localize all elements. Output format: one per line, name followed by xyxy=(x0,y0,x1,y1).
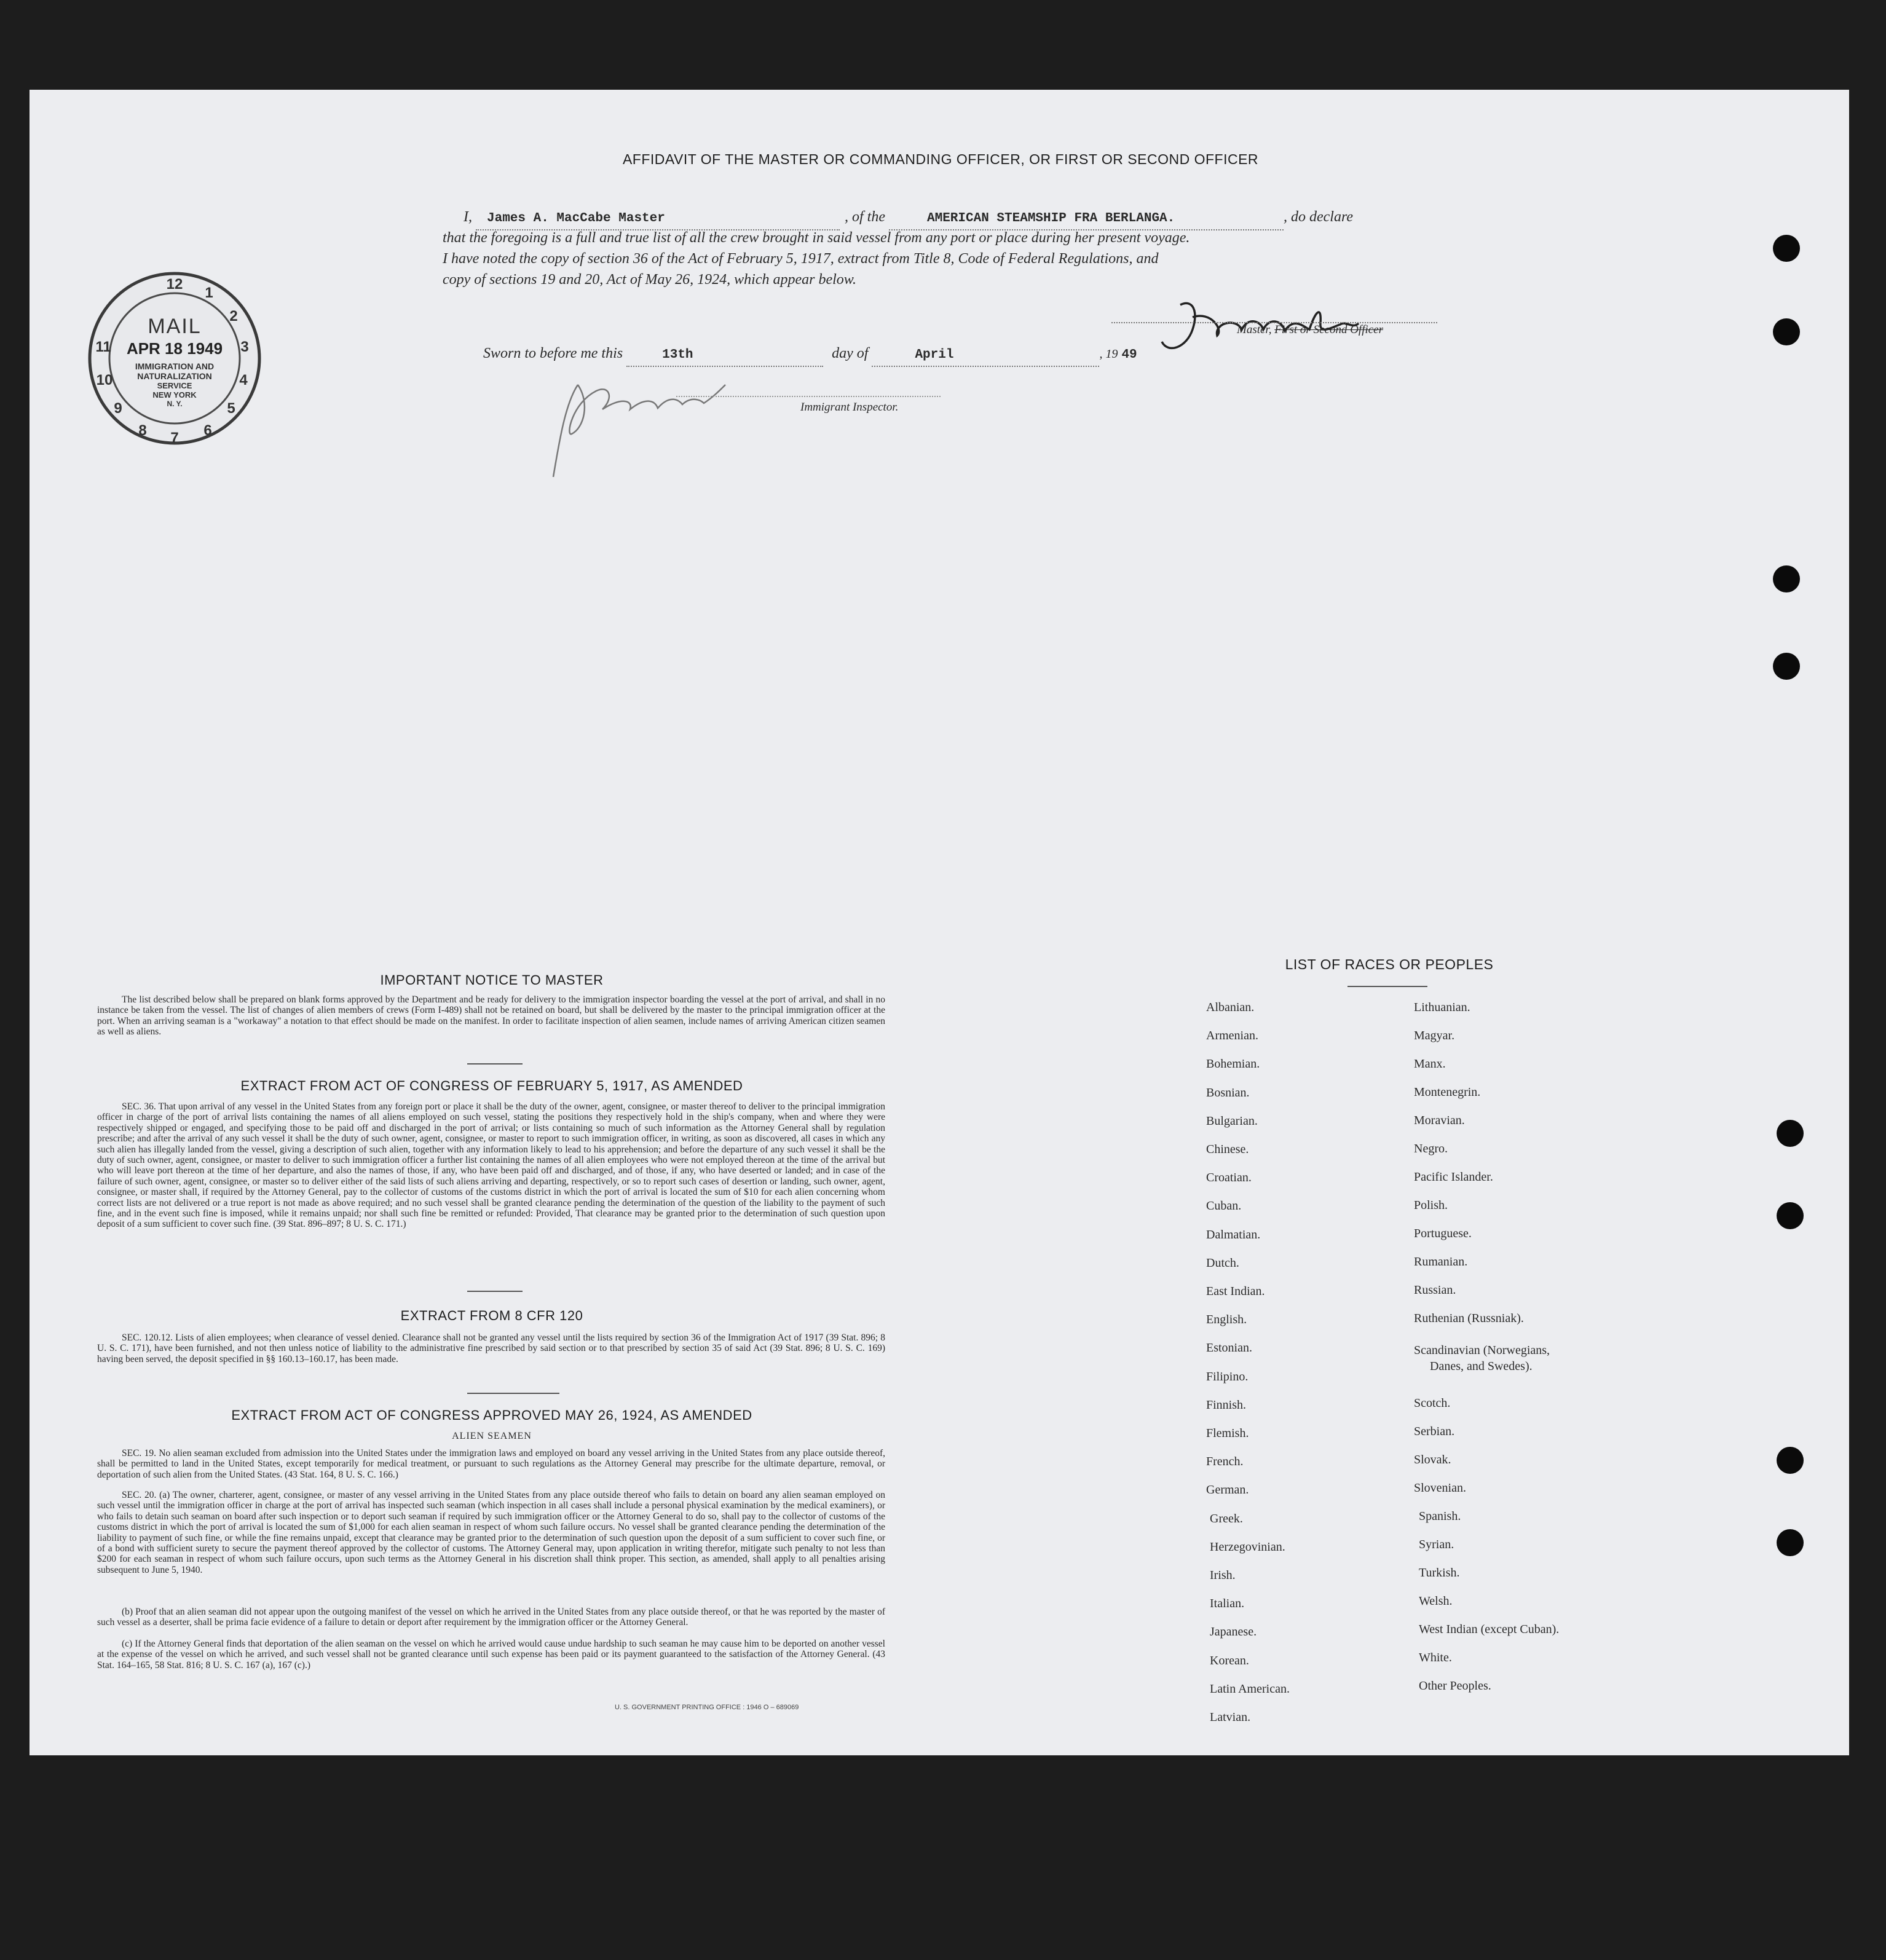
race-item: English. xyxy=(1206,1313,1247,1327)
stamp-line-3: SERVICE xyxy=(157,381,192,390)
race-item: Other Peoples. xyxy=(1419,1679,1491,1693)
race-item: Montenegrin. xyxy=(1414,1085,1481,1099)
stamp-line-1: IMMIGRATION AND xyxy=(135,361,215,371)
race-item: German. xyxy=(1206,1483,1249,1497)
sworn-line xyxy=(483,343,1221,367)
affidavit-line-4: copy of sections 19 and 20, Act of May 26, 1924, which appear below. xyxy=(443,272,857,288)
race-item: Chinese. xyxy=(1206,1143,1249,1156)
race-item: Armenian. xyxy=(1206,1029,1258,1043)
day-field: 13th xyxy=(626,344,823,367)
divider xyxy=(467,1063,523,1065)
immigrant-inspector-label: Immigrant Inspector. xyxy=(800,401,899,414)
svg-text:4: 4 xyxy=(239,372,248,388)
sec-20c-body: (c) If the Attorney General finds that deportation of the alien seaman on the vessel on which he arrived would cause undue hardship to such seaman he may cause him to be deported on another vessel at the expense of the vessel on which he arrived, and such vessel shall not be granted clearance until such expense has been paid or its payment guaranteed to the satisfaction of the Attorney General. (43 Stat. 164–165, 58 Stat. 816; 8 U. S. C. 167 (a), 167 (c).) xyxy=(97,1639,885,1671)
year-field: 49 xyxy=(1121,348,1137,362)
punch-hole xyxy=(1773,653,1800,680)
race-item: Rumanian. xyxy=(1414,1255,1468,1269)
race-item: East Indian. xyxy=(1206,1285,1265,1298)
svg-text:12: 12 xyxy=(166,276,183,293)
race-item: Bosnian. xyxy=(1206,1085,1250,1100)
race-item: Latin American. xyxy=(1210,1682,1290,1696)
race-item: Cuban. xyxy=(1206,1199,1242,1213)
stamp-date: APR 18 1949 xyxy=(126,339,223,358)
race-item: Polish. xyxy=(1414,1198,1448,1212)
stamp-ring xyxy=(86,270,263,446)
svg-text:3: 3 xyxy=(240,339,249,355)
divider xyxy=(1347,986,1427,987)
inspector-signature xyxy=(541,366,744,483)
extract-8cfr-heading: EXTRACT FROM 8 CFR 120 xyxy=(400,1308,583,1323)
master-name-field: James A. MacCabe Master xyxy=(476,208,840,230)
extract-1917-heading: EXTRACT FROM ACT OF CONGRESS OF FEBRUARY 5, 1917, AS AMENDED xyxy=(240,1078,743,1093)
master-officer-label xyxy=(1237,323,1383,337)
punch-hole xyxy=(1777,1202,1804,1229)
race-item: Latvian. xyxy=(1210,1710,1251,1724)
race-item: Dutch. xyxy=(1206,1256,1239,1270)
race-item: Portuguese. xyxy=(1414,1227,1472,1240)
race-item: Dalmatian. xyxy=(1206,1227,1261,1242)
svg-text:6: 6 xyxy=(203,422,212,439)
of-the-label: , of the xyxy=(845,209,885,225)
notice-body: The list described below shall be prepared on blank forms approved by the Department and be ready for delivery to the immigration inspector boarding the vessel at the port of arrival, and shall in no instance be taken from the vessel. The list of changes of alien members of crews (Form I-489) shall not be retained on board, but shall be delivered by the master to the principal immigration officer at the port. When an arriving seaman is a "workaway" a notation to that effect should be made on the manifest. In order to facilitate inspection of alien seamen, include names of arriving American citizen seamen as well as aliens. xyxy=(97,994,885,1037)
svg-text:7: 7 xyxy=(170,430,179,446)
race-item: Korean. xyxy=(1210,1653,1249,1667)
race-item: Greek. xyxy=(1210,1511,1243,1525)
extract-1924-heading: EXTRACT FROM ACT OF CONGRESS APPROVED MAY 26, 1924, AS AMENDED xyxy=(231,1407,752,1423)
printer-imprint: U. S. GOVERNMENT PRINTING OFFICE : 1946 O – 689069 xyxy=(615,1704,799,1711)
do-declare-label: , do declare xyxy=(1284,209,1354,225)
race-item: Russian. xyxy=(1414,1283,1456,1297)
svg-text:8: 8 xyxy=(138,422,147,439)
sec-20a-body: SEC. 20. (a) The owner, charterer, agent, consignee, or master of any vessel arriving in the United States from any place outside thereof who fails to detain on board any alien seaman employed on such vessel until the immigration officer in charge at the port of arrival has inspected such seaman (which inspection in all cases shall include a personal physical examination by the medical examiners), or who fails to detain such seaman on board after such inspection or to deport such seaman if required by such immigration officer or the Attorney General to do so, shall pay to the collector of customs of the customs district in which the port of arrival is located the sum of $1,000 for each alien seaman in respect of whom such failure occurs. No vessel shall be granted clearance pending the determination of the liability to payment of such fine, or while the fine remains unpaid, except that clearance may be granted prior to the determination of such question upon the deposit of a sum sufficient to cover such fine, or of a bond with sufficient surety to secure the payment thereof approved by the collector of customs. The Attorney General may, upon application in writing therefor, mitigate such penalty to not less than $200 for each seaman in respect of whom such failure occurs, upon such terms as the Attorney General in his discretion shall think proper. This section, as amended, shall apply to all penalties arising subsequent to June 5, 1940. xyxy=(97,1490,885,1575)
extract-8cfr-body: SEC. 120.12. Lists of alien employees; when clearance of vessel denied. Clearance shall not be granted any vessel until the lists required by section 36 of the Immigration Act of 1917 (39 Stat. 896; 8 U. S. C. 171), have been furnished, and not then unless notice of liability to the administrative fine prescribed by said section or to that prescribed by section 35 of said Act (39 Stat. 896; 8 U. S. C. 169) having been served, the deposit specified in §§ 160.13–160.17, has been made. xyxy=(97,1332,885,1364)
stamp-line-2: NATURALIZATION xyxy=(137,371,212,381)
svg-text:9: 9 xyxy=(114,400,122,417)
master-label: Master, xyxy=(1237,323,1272,336)
notice-heading: IMPORTANT NOTICE TO MASTER xyxy=(380,972,604,988)
affidavit-i: I, xyxy=(464,209,472,225)
race-item: Croatian. xyxy=(1206,1171,1252,1185)
race-item: Slovenian. xyxy=(1414,1481,1466,1495)
divider xyxy=(467,1393,559,1394)
alien-seamen-subheading: ALIEN SEAMEN xyxy=(452,1431,532,1441)
race-item: West Indian (except Cuban). xyxy=(1419,1623,1560,1636)
race-item: Finnish. xyxy=(1206,1398,1247,1412)
race-item: White. xyxy=(1419,1651,1452,1664)
stamp-mail: MAIL xyxy=(148,315,202,338)
race-item: Pacific Islander. xyxy=(1414,1170,1493,1184)
race-item: Syrian. xyxy=(1419,1538,1454,1551)
race-item: Ruthenian (Russniak). xyxy=(1414,1312,1524,1325)
race-item: Bulgarian. xyxy=(1206,1114,1258,1128)
race-item: Manx. xyxy=(1414,1057,1446,1071)
race-item: Magyar. xyxy=(1414,1029,1455,1042)
inspector-signature-line xyxy=(676,396,941,397)
vessel-name-field: AMERICAN STEAMSHIP FRA BERLANGA. xyxy=(889,208,1284,230)
mail-stamp xyxy=(86,270,263,446)
race-item: Slovak. xyxy=(1414,1453,1451,1466)
svg-text:11: 11 xyxy=(95,339,111,355)
sworn-label: Sworn to before me this xyxy=(483,345,623,361)
race-item: Negro. xyxy=(1414,1142,1448,1155)
svg-text:10: 10 xyxy=(96,372,113,388)
race-item: Albanian. xyxy=(1206,1001,1255,1014)
punch-hole xyxy=(1773,565,1800,592)
divider xyxy=(467,1291,523,1292)
race-item: Filipino. xyxy=(1206,1369,1249,1383)
race-item: Moravian. xyxy=(1414,1114,1465,1127)
race-item: Bohemian. xyxy=(1206,1057,1260,1071)
punch-hole xyxy=(1773,318,1800,345)
race-item: Danes, and Swedes). xyxy=(1430,1360,1533,1373)
race-item: Spanish. xyxy=(1419,1509,1461,1523)
race-item: Scandinavian (Norwegians, xyxy=(1414,1344,1550,1357)
punch-hole xyxy=(1773,235,1800,262)
first-second-officer-struck: First or Second Officer xyxy=(1274,323,1384,336)
affidavit-line-3: I have noted the copy of section 36 of the Act of February 5, 1917, extract from Title 8, Code of Federal Regulations, and xyxy=(443,251,1159,267)
month-field: April xyxy=(872,344,1099,367)
punch-hole xyxy=(1777,1529,1804,1556)
affidavit-line-2: that the foregoing is a full and true list of all the crew brought in said vessel from any port or place during her present voyage. xyxy=(443,230,1190,246)
stamp-line-4: NEW YORK xyxy=(152,390,197,399)
affidavit-title: AFFIDAVIT OF THE MASTER OR COMMANDING OFFICER, OR FIRST OR SECOND OFFICER xyxy=(622,151,1259,167)
sec-20b-body: (b) Proof that an alien seaman did not appear upon the outgoing manifest of the vessel on which he arrived in the United States from any place outside thereof, or that he was reported by the master of such vessel as a deserter, shall be prima facie evidence of a failure to detain or deport after requirement by the immigration officer or the Attorney General. xyxy=(97,1607,885,1628)
race-item: Japanese. xyxy=(1210,1625,1257,1639)
race-item: Flemish. xyxy=(1206,1427,1249,1440)
punch-hole xyxy=(1777,1447,1804,1474)
race-item: Lithuanian. xyxy=(1414,1001,1470,1014)
race-item: French. xyxy=(1206,1455,1244,1469)
sec-19-body: SEC. 19. No alien seaman excluded from admission into the United States under the immigration laws and employed on board any vessel arriving in the United States from any place outside thereof, shall be permitted to land in the United States, except temporarily for medical treatment, or pursuant to such regulations as the Attorney General may prescribe for the ultimate departure, removal, or deportation of such alien from the United States. (43 Stat. 164, 8 U. S. C. 166.) xyxy=(97,1448,885,1480)
race-item: Estonian. xyxy=(1206,1341,1252,1355)
svg-text:5: 5 xyxy=(227,400,235,417)
year-prefix-label: , 19 xyxy=(1099,347,1118,361)
race-item: Welsh. xyxy=(1419,1594,1453,1608)
punch-hole xyxy=(1777,1120,1804,1147)
races-heading: LIST OF RACES OR PEOPLES xyxy=(1285,956,1494,972)
stamp-line-5: N. Y. xyxy=(167,399,183,408)
day-of-label: day of xyxy=(832,345,869,361)
race-item: Turkish. xyxy=(1419,1566,1460,1580)
race-item: Irish. xyxy=(1210,1568,1236,1582)
extract-1917-body: SEC. 36. That upon arrival of any vessel in the United States from any foreign port or place it shall be the duty of the owner, agent, consignee, or master thereof to deliver to the principal immigration officer in charge of the port of arrival lists containing the names of all aliens employed on such vessel, stating the positions they respectively hold in the ship's company, when and where they were respectively shipped or engaged, and specifying those to be paid off and discharged in the port of arrival; or lists containing so much of such information as the Attorney General shall by regulation prescribe; and after the arrival of any such vessel it shall be the duty of such owner, agent, consignee, or master to report to such immigration officer, in writing, as soon as discovered, all cases in which any such alien has illegally landed from the vessel, giving a description of such alien, together with any information likely to lead to his apprehension; and before the departure of any such vessel it shall be the duty of such owner, agent, consignee, or master to deliver to such immigration officer a further list containing the names of all alien employees who were not employed thereon at the time of the arrival but who will leave port thereon at the time of her departure, and also the names of those, if any, who have been paid off and discharged, and of those, if any, who have deserted or landed; and in case of the failure of such owner, agent, consignee, or master so to deliver either of the said lists of such aliens arriving and departing, respectively, or so to report such cases of desertion or landing, such owner, agent, consignee, or master shall, if required by the Attorney General, pay to the collector of customs of the customs district in which the port of arrival is located the sum of $10 for each alien concerning whom correct lists are not delivered or a true report is not made as above required; and no such vessel shall be granted clearance pending the determination of the question of the liability to the payment of such fine, and in the event such fine is imposed, while it remains unpaid; nor shall such fine be remitted or refunded: Provided, That clearance may be granted prior to the determination of such question upon deposit of a sum sufficient to cover such fine. (39 Stat. 896–897; 8 U. S. C. 171.) xyxy=(97,1101,885,1230)
race-item: Serbian. xyxy=(1414,1425,1455,1438)
race-item: Italian. xyxy=(1210,1597,1245,1611)
svg-text:2: 2 xyxy=(229,308,238,325)
svg-text:1: 1 xyxy=(205,285,213,301)
race-item: Scotch. xyxy=(1414,1396,1451,1410)
race-item: Herzegovinian. xyxy=(1210,1540,1285,1554)
